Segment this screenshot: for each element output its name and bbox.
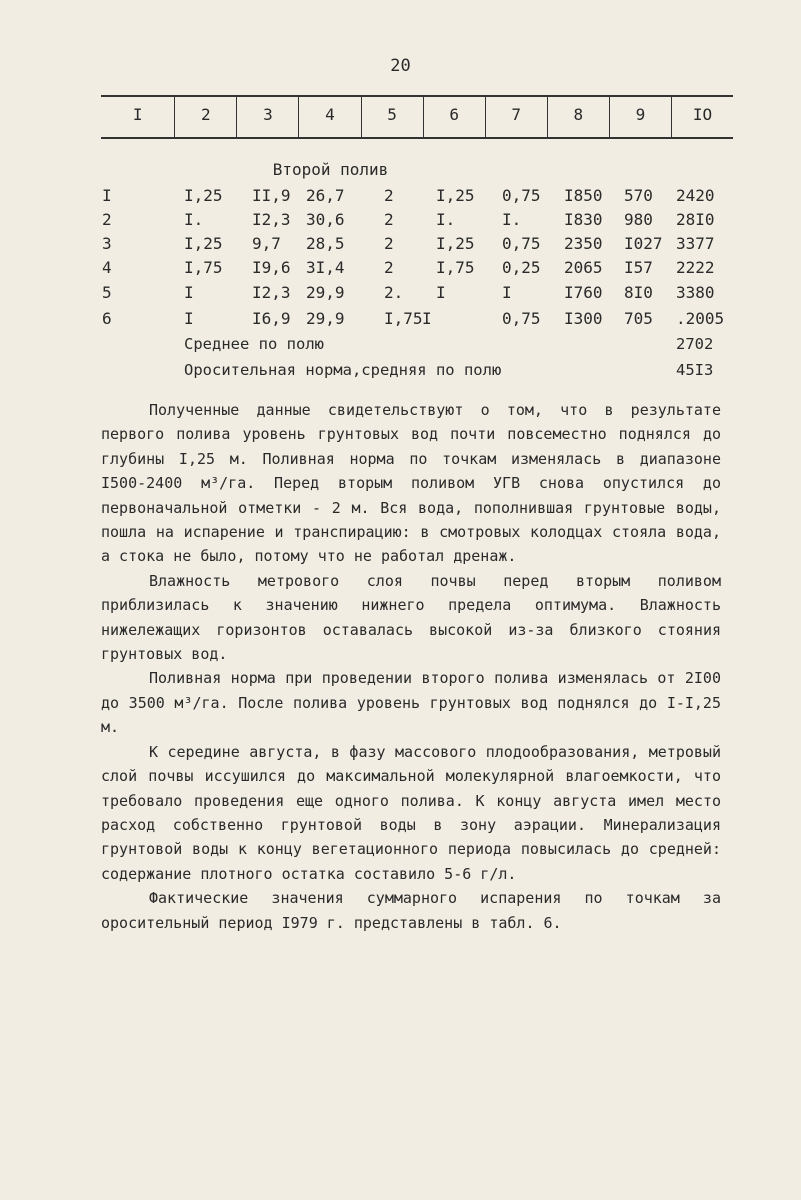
table-cell: I xyxy=(422,309,432,328)
table-cell: I57 xyxy=(624,258,653,277)
table-cell: I9,6 xyxy=(252,258,291,277)
table-cell: 980 xyxy=(624,210,653,229)
table-cell: I. xyxy=(502,210,522,229)
table-cell: I xyxy=(184,283,194,302)
table-header xyxy=(101,95,733,139)
table-row xyxy=(0,186,801,208)
table-cell: 28I0 xyxy=(676,210,715,229)
header-cell: 8 xyxy=(547,97,609,137)
table-cell: 29,9 xyxy=(306,283,345,302)
table-cell: I,25 xyxy=(184,234,223,253)
table-cell: 6 xyxy=(102,309,112,328)
paragraph: К середине августа, в фазу массового плодообразования, метровый слой почвы иссушился до максимальной молекулярной влагоемкости, что требовало проведения еще одного полива. К концу августа имел место расход собственно грунтовой воды в зону аэрации. Минерализация грунтовой воды к концу вегетационного периода повысилась до средней: содержание плотного остатка составило 5-6 г/л. xyxy=(101,742,721,883)
table-cell: 26,7 xyxy=(306,186,345,205)
header-cell: 5 xyxy=(361,97,423,137)
table-cell: I xyxy=(184,309,194,328)
header-cell: 4 xyxy=(298,97,360,137)
table-cell: 2. xyxy=(384,283,404,302)
summary-label: Оросительная норма,средняя по полю xyxy=(184,361,502,379)
table-cell: 2222 xyxy=(676,258,715,277)
body-text xyxy=(101,398,721,935)
table-cell: I,75 xyxy=(184,258,223,277)
table-cell: 2065 xyxy=(564,258,603,277)
header-cell: I xyxy=(132,105,143,124)
table-row xyxy=(0,258,801,280)
table-row xyxy=(0,234,801,256)
table-cell: I,75 xyxy=(384,309,423,328)
table-cell: 9,7 xyxy=(252,234,281,253)
table-cell: I2,3 xyxy=(252,210,291,229)
table-cell: I. xyxy=(184,210,204,229)
table-cell: 0,25 xyxy=(502,258,541,277)
table-cell: I830 xyxy=(564,210,603,229)
table-cell: I,25 xyxy=(184,186,223,205)
table-row xyxy=(0,210,801,232)
table-cell: 8I0 xyxy=(624,283,653,302)
table-cell: 705 xyxy=(624,309,653,328)
table-cell: 5 xyxy=(102,283,112,302)
table-cell: I2,3 xyxy=(252,283,291,302)
table-cell: I,75 xyxy=(436,258,475,277)
table-cell: I6,9 xyxy=(252,309,291,328)
summary-value: 45I3 xyxy=(676,361,714,379)
summary-value: 2702 xyxy=(676,335,714,353)
table-cell: 3380 xyxy=(676,283,715,302)
table-cell: 4 xyxy=(102,258,112,277)
table-cell: I027 xyxy=(624,234,663,253)
paragraph: Фактические значения суммарного испарения по точкам за оросительный период I979 г. представлены в табл. 6. xyxy=(101,889,721,932)
table-cell: 3 xyxy=(102,234,112,253)
page-number: 20 xyxy=(390,56,411,76)
table-cell: I300 xyxy=(564,309,603,328)
header-cell: 2 xyxy=(174,97,236,137)
header-cell: IO xyxy=(671,97,733,137)
header-cell: 9 xyxy=(609,97,671,137)
table-cell: 0,75 xyxy=(502,234,541,253)
table-cell: I xyxy=(436,283,446,302)
table-cell: I xyxy=(502,283,512,302)
table-cell: 2 xyxy=(384,234,394,253)
table-row xyxy=(0,283,801,305)
paragraph: Влажность метрового слоя почвы перед вторым поливом приблизилась к значению нижнего предела оптимума. Влажность нижележащих горизонтов оставалась высокой из-за близкого стояния грунтовых вод. xyxy=(101,571,721,664)
section-title: Второй полив xyxy=(272,160,389,179)
table-cell: .2005 xyxy=(676,309,725,328)
table-cell: 28,5 xyxy=(306,234,345,253)
table-cell: 0,75 xyxy=(502,186,541,205)
table-cell: I xyxy=(102,186,112,205)
table-cell: I760 xyxy=(564,283,603,302)
table-cell: 0,75 xyxy=(502,309,541,328)
table-cell: II,9 xyxy=(252,186,291,205)
table-cell: 570 xyxy=(624,186,653,205)
table-cell: 2 xyxy=(384,258,394,277)
summary-label: Среднее по полю xyxy=(184,335,324,353)
table-cell: I850 xyxy=(564,186,603,205)
table-cell: 30,6 xyxy=(306,210,345,229)
table-cell: 3377 xyxy=(676,234,715,253)
table-cell: 2420 xyxy=(676,186,715,205)
table-row xyxy=(0,309,801,331)
header-cell: 3 xyxy=(236,97,298,137)
paragraph: Поливная норма при проведении второго полива изменялась от 2I00 до 3500 м³/га. После полива уровень грунтовых вод поднялся до I-I,25 м. xyxy=(101,669,721,737)
table-cell: I. xyxy=(436,210,456,229)
table-cell: 2 xyxy=(384,186,394,205)
paragraph: Полученные данные свидетельствуют о том, что в результате первого полива уровень грунтовых вод почти повсеместно поднялся до глубины I,25 м. Поливная норма по точкам изменялась в диапазоне I500-2400 м³/га. Перед вторым поливом УГВ снова опустился до первоначальной отметки - 2 м. Вся вода, пополнившая грунтовые воды, пошла на испарение и транспирацию: в смотровых колодцах стояла вода, а стока не было, потому что не работал дренаж. xyxy=(101,401,721,566)
header-cell: 6 xyxy=(423,97,485,137)
header-cell: 7 xyxy=(485,97,547,137)
table-cell: 2 xyxy=(102,210,112,229)
table-cell: 2350 xyxy=(564,234,603,253)
table-cell: 3I,4 xyxy=(306,258,345,277)
table-cell: I,25 xyxy=(436,186,475,205)
table-cell: 29,9 xyxy=(306,309,345,328)
table-cell: I,25 xyxy=(436,234,475,253)
table-cell: 2 xyxy=(384,210,394,229)
